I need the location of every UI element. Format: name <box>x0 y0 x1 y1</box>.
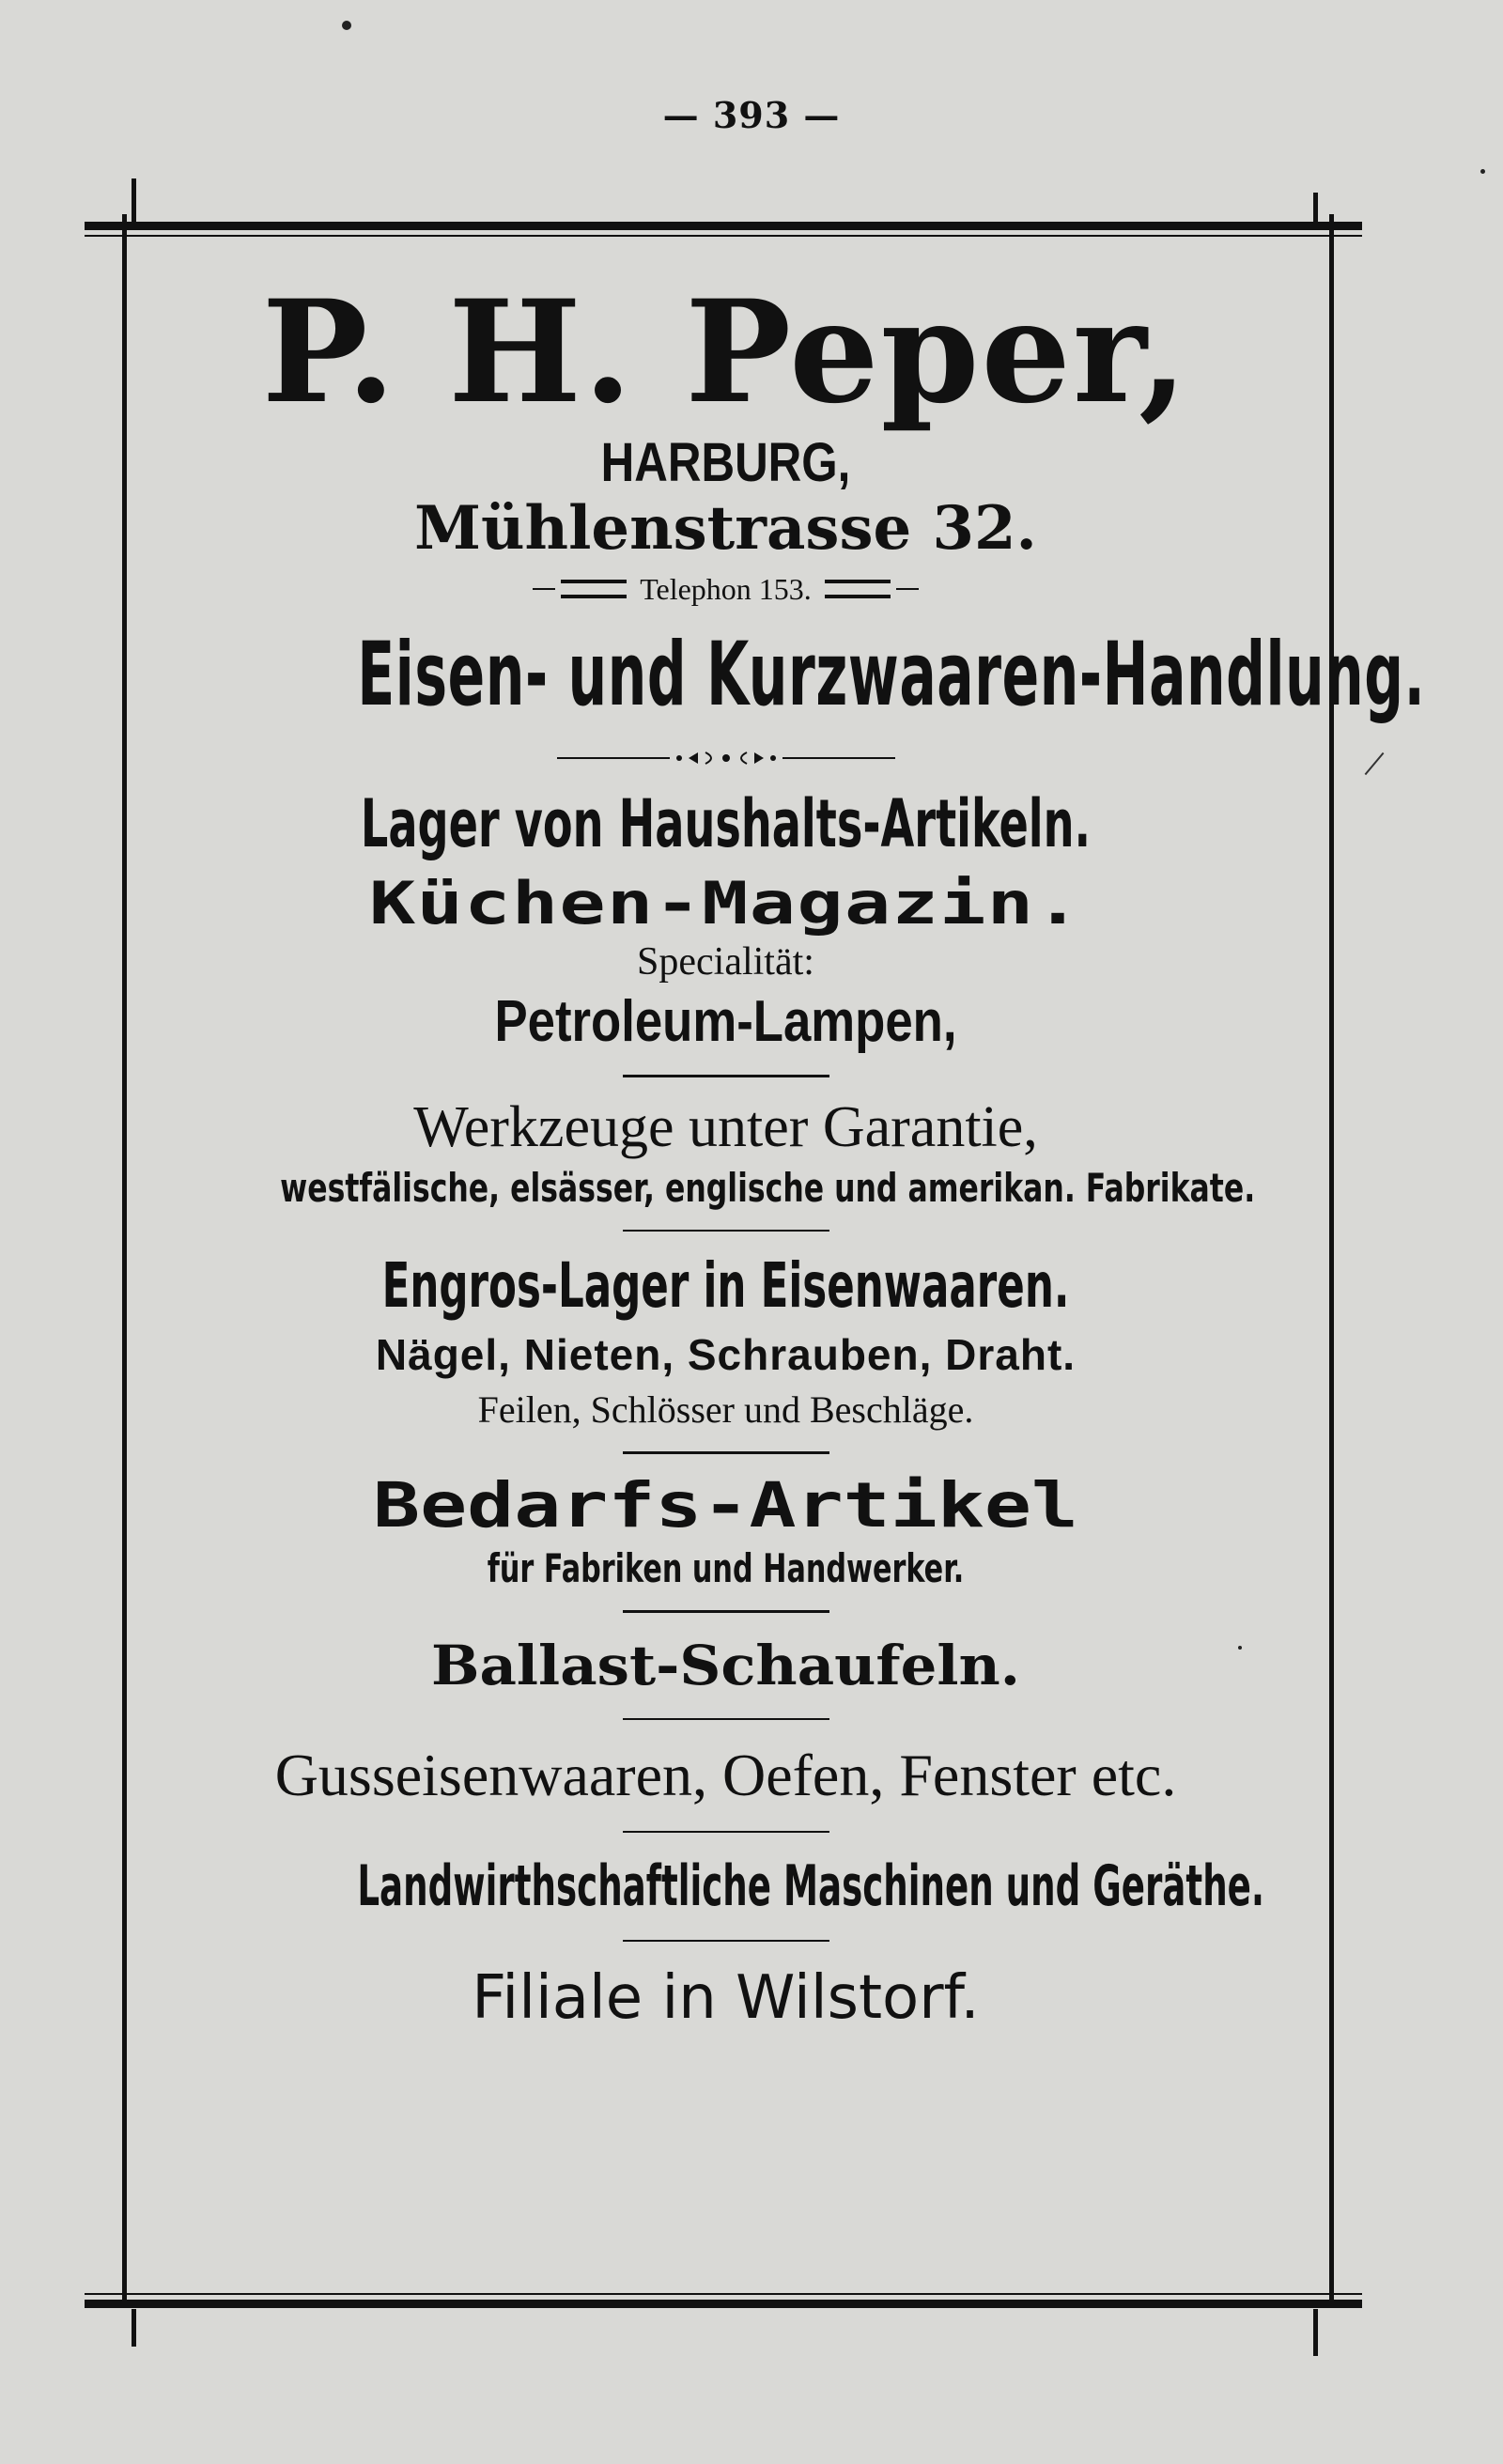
speck-mark <box>342 21 351 30</box>
street-address: Mühlenstrasse 32. <box>414 493 1037 564</box>
supplies-line: Bedarfs-Artikel <box>373 1469 1078 1542</box>
household-goods-line: Lager von Haushalts-Artikeln. <box>360 785 1092 862</box>
nails-line: Nägel, Nieten, Schrauben, Draht. <box>375 1330 1077 1379</box>
section-divider <box>623 1230 829 1232</box>
left-rule-ornament <box>561 580 627 598</box>
agricultural-line: Landwirthschaftliche Maschinen und Geräthe. <box>357 1853 1265 1919</box>
section-divider <box>623 1075 829 1077</box>
makes-line: westfälische, elsässer, englische und amerikan. Fabrikate. <box>280 1165 1256 1211</box>
trade-heading: Eisen- und Kurzwaaren-Handlung. <box>357 624 1426 726</box>
telephone-row <box>132 564 1320 614</box>
wholesale-line: Engros-Lager in Eisenwaaren. <box>381 1249 1070 1322</box>
section-divider <box>623 1451 829 1454</box>
firm-name: P. H. Peper, <box>261 270 1190 435</box>
right-rule-ornament <box>825 580 891 598</box>
frame-tick <box>1313 193 1318 230</box>
tools-line: Werkzeuge unter Garantie, <box>413 1095 1038 1159</box>
speciality-label: Specialität: <box>637 940 814 984</box>
section-divider <box>623 1831 829 1833</box>
advert-content <box>132 270 1426 2039</box>
frame-tick <box>1313 2309 1318 2356</box>
speck-mark <box>1480 169 1485 174</box>
kitchen-magazine-line: Küchen-Magazin. <box>369 869 1082 938</box>
ornament-divider <box>132 736 1320 780</box>
scratch-mark <box>1365 752 1385 775</box>
section-divider <box>623 1610 829 1613</box>
files-line: Feilen, Schlösser und Beschläge. <box>477 1388 974 1431</box>
cast-iron-line: Gusseisenwaaren, Oefen, Fenster etc. <box>274 1742 1177 1808</box>
frame-tick <box>132 2309 136 2347</box>
for-factories-line: für Fabriken und Handwerker. <box>487 1545 965 1591</box>
petroleum-lamps-line: Petroleum-Lampen, <box>494 989 957 1054</box>
page-number: — 393 — <box>662 94 841 136</box>
frame-tick <box>132 178 136 225</box>
ballast-shovels-line: Ballast-Schaufeln. <box>430 1634 1020 1697</box>
section-divider <box>623 1940 829 1942</box>
section-divider <box>623 1718 829 1720</box>
branch-line: Filiale in Wilstorf. <box>472 1963 980 2033</box>
telephone-number: Telephon 153. <box>640 571 812 606</box>
city-name: HARBURG, <box>600 432 851 493</box>
